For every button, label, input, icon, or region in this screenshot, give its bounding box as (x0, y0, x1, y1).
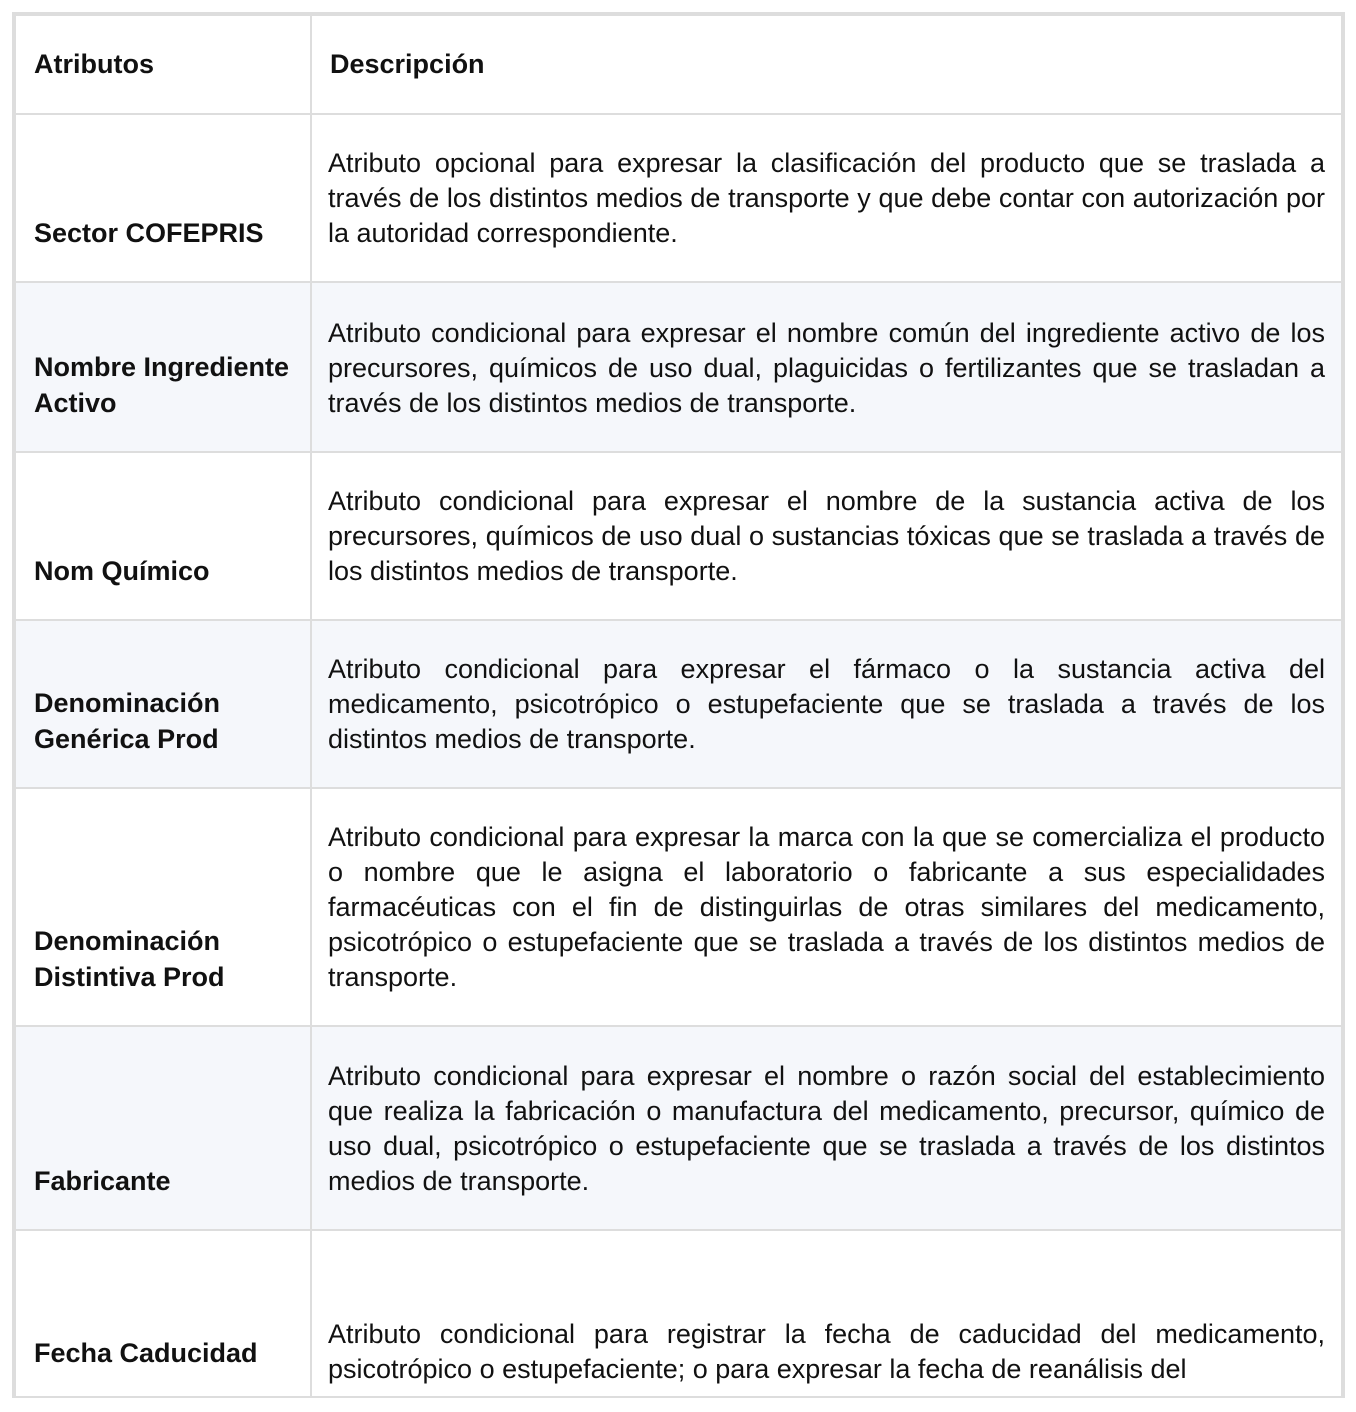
column-header-description: Descripción (311, 15, 1342, 114)
table-header-row (15, 15, 1342, 114)
attribute-name: Sector COFEPRIS (15, 114, 311, 282)
attribute-name: Nombre Ingrediente Activo (15, 282, 311, 452)
column-header-attributes: Atributos (15, 15, 311, 114)
table-row (15, 452, 1342, 620)
table-row (15, 282, 1342, 452)
attribute-description: Atributo condicional para expresar el fármaco o la sustancia activa del medicamento, psicotrópico o estupefaciente que se traslada a través de los distintos medios de transporte. (311, 620, 1342, 788)
attribute-description: Atributo condicional para expresar el nombre o razón social del establecimiento que realiza la fabricación o manufactura del medicamento, precursor, químico de uso dual, psicotrópico o estupefaciente que se traslada a través de los distintos medios de transporte. (311, 1026, 1342, 1230)
attribute-description: Atributo condicional para expresar el nombre común del ingrediente activo de los precursores, químicos de uso dual, plaguicidas o fertilizantes que se trasladan a través de los distintos medios de transporte. (311, 282, 1342, 452)
attribute-description: Atributo condicional para expresar la marca con la que se comercializa el producto o nombre que le asigna el laboratorio o fabricante a sus especialidades farmacéuticas con el fin de distinguirlas de otras similares del medicamento, psicotrópico o estupefaciente que se traslada a través de los distintos medios de transporte. (311, 788, 1342, 1026)
attribute-description: Atributo condicional para registrar la fecha de caducidad del medicamento, psicotrópico o estupefaciente; o para expresar la fecha de reanálisis del (311, 1230, 1342, 1398)
attributes-table (14, 14, 1343, 1398)
attribute-name: Fecha Caducidad (15, 1230, 311, 1398)
attribute-name: Fabricante (15, 1026, 311, 1230)
table-row (15, 1026, 1342, 1230)
attribute-name: Denominación Genérica Prod (15, 620, 311, 788)
table-row (15, 114, 1342, 282)
attribute-description: Atributo condicional para expresar el nombre de la sustancia activa de los precursores, químicos de uso dual o sustancias tóxicas que se traslada a través de los distintos medios de transporte. (311, 452, 1342, 620)
attributes-table-container (12, 12, 1345, 1398)
attribute-name: Denominación Distintiva Prod (15, 788, 311, 1026)
table-row (15, 788, 1342, 1026)
table-row (15, 620, 1342, 788)
table-row (15, 1230, 1342, 1398)
attribute-name: Nom Químico (15, 452, 311, 620)
attribute-description: Atributo opcional para expresar la clasificación del producto que se traslada a través de los distintos medios de transporte y que debe contar con autorización por la autoridad correspondiente. (311, 114, 1342, 282)
